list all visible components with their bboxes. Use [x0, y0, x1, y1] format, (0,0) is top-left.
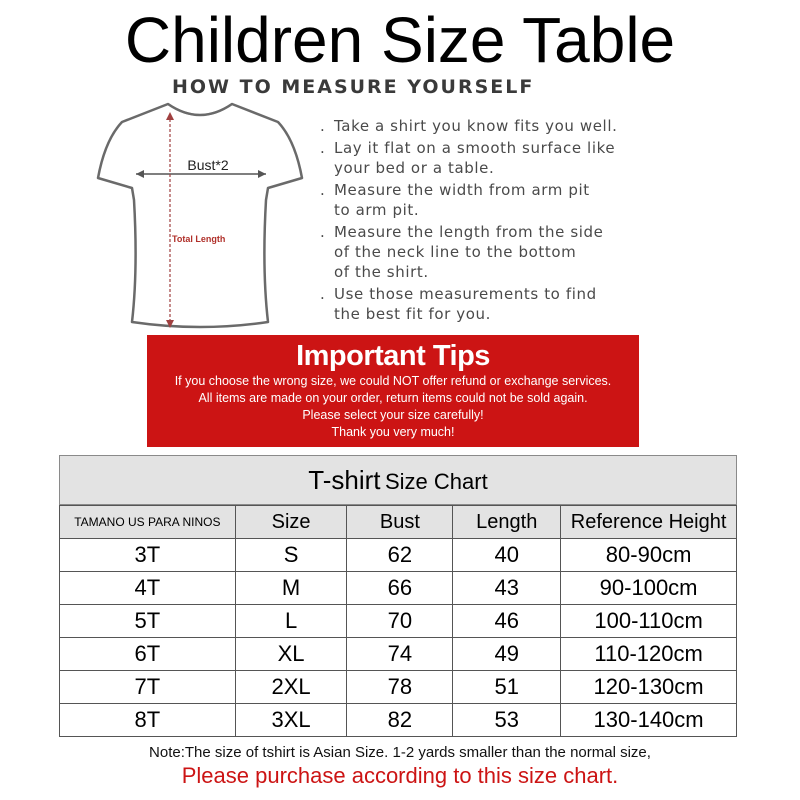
cell-size: S	[235, 539, 347, 572]
cell-length: 53	[453, 704, 561, 737]
cell-bust: 66	[347, 572, 453, 605]
tshirt-outline-icon	[90, 100, 310, 332]
cell-size: M	[235, 572, 347, 605]
table-row	[60, 704, 737, 737]
cell-length: 43	[453, 572, 561, 605]
total-length-label: Total Length	[172, 234, 226, 244]
step-item: . Use those measurements to find the best fit for you.	[320, 285, 597, 323]
tips-line: Please select your size carefully!	[302, 408, 484, 422]
cell-height: 100-110cm	[561, 605, 737, 638]
header-bust: Bust	[347, 506, 453, 539]
cell-us-size: 5T	[60, 605, 236, 638]
tips-title: Important Tips	[296, 340, 490, 372]
cell-us-size: 7T	[60, 671, 236, 704]
size-table	[59, 505, 737, 737]
chart-title-main: T-shirt	[308, 465, 381, 495]
size-chart-title	[59, 455, 737, 505]
cell-us-size: 3T	[60, 539, 236, 572]
cell-height: 120-130cm	[561, 671, 737, 704]
cell-length: 46	[453, 605, 561, 638]
cell-bust: 62	[347, 539, 453, 572]
header-length: Length	[453, 506, 561, 539]
tshirt-diagram	[90, 100, 310, 332]
cell-length: 49	[453, 638, 561, 671]
table-header-row	[60, 506, 737, 539]
step-item: . Lay it flat on a smooth surface like your bed or a table.	[320, 139, 616, 177]
cell-height: 90-100cm	[561, 572, 737, 605]
cell-size: 2XL	[235, 671, 347, 704]
header-size: Size	[235, 506, 347, 539]
cell-size: L	[235, 605, 347, 638]
bust-label: Bust*2	[187, 157, 229, 173]
step-item: . Measure the width from arm pit to arm pit.	[320, 181, 590, 219]
table-row	[60, 638, 737, 671]
step-item: . Measure the length from the side of the neck line to the bottom of the shirt.	[320, 223, 604, 281]
tips-line: All items are made on your order, return items could not be sold again.	[198, 391, 588, 405]
cell-height: 110-120cm	[561, 638, 737, 671]
cell-height: 130-140cm	[561, 704, 737, 737]
table-row	[60, 671, 737, 704]
table-row	[60, 605, 737, 638]
table-row	[60, 539, 737, 572]
step-item: . Take a shirt you know fits you well.	[320, 117, 618, 135]
important-tips-box	[147, 335, 639, 447]
header-reference-height: Reference Height	[561, 506, 737, 539]
cell-length: 40	[453, 539, 561, 572]
cell-height: 80-90cm	[561, 539, 737, 572]
cell-bust: 78	[347, 671, 453, 704]
header-us-size: TAMANO US PARA NINOS	[60, 506, 236, 539]
cell-us-size: 6T	[60, 638, 236, 671]
measure-steps	[320, 116, 692, 326]
cell-length: 51	[453, 671, 561, 704]
chart-title-sub: Size Chart	[384, 469, 488, 494]
cell-size: 3XL	[235, 704, 347, 737]
cell-bust: 74	[347, 638, 453, 671]
table-row	[60, 572, 737, 605]
cell-us-size: 4T	[60, 572, 236, 605]
tips-line: If you choose the wrong size, we could NOT offer refund or exchange services.	[174, 374, 612, 388]
cell-bust: 70	[347, 605, 453, 638]
cell-size: XL	[235, 638, 347, 671]
size-note: Note:The size of tshirt is Asian Size. 1-2 yards smaller than the normal size,	[149, 744, 651, 761]
measure-heading: HOW TO MEASURE YOURSELF	[172, 76, 535, 98]
purchase-note: Please purchase according to this size chart.	[181, 763, 619, 788]
page-title: Children Size Table	[124, 4, 676, 76]
cell-us-size: 8T	[60, 704, 236, 737]
cell-bust: 82	[347, 704, 453, 737]
tips-line: Thank you very much!	[331, 425, 455, 439]
